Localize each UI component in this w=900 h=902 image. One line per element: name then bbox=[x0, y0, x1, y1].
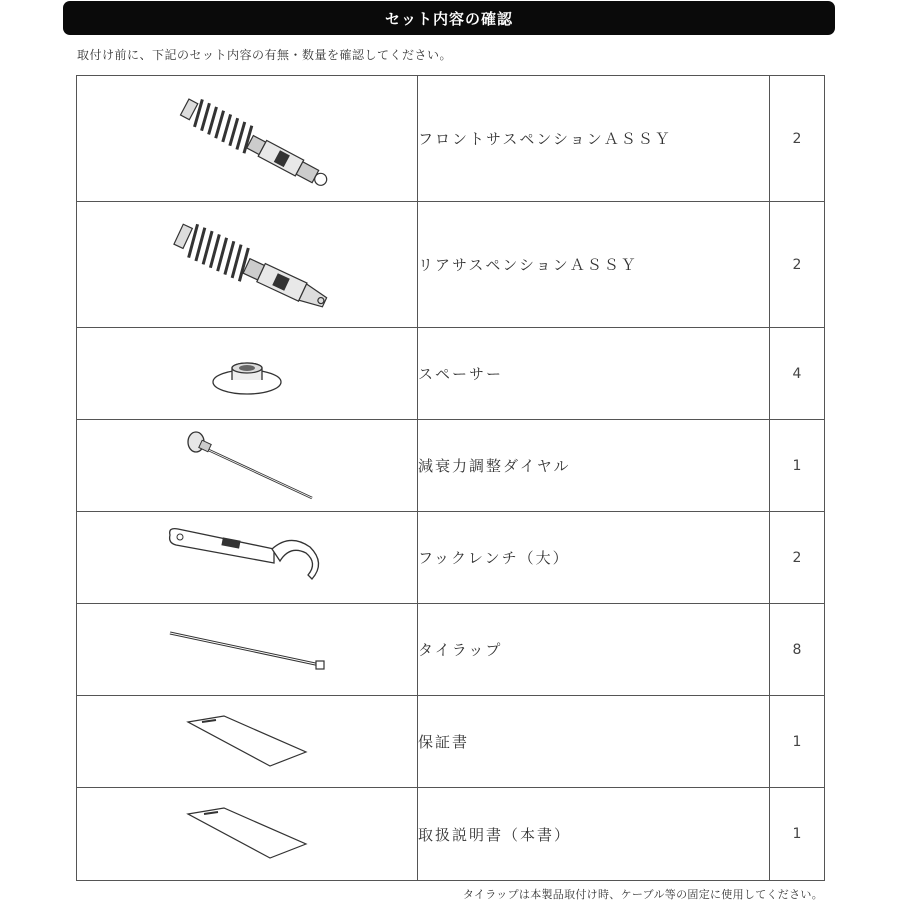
item-quantity: 1 bbox=[770, 696, 825, 788]
front-suspension-icon bbox=[147, 79, 347, 199]
hook-wrench-icon bbox=[162, 523, 332, 593]
item-quantity: 2 bbox=[770, 76, 825, 202]
section-title: セット内容の確認 bbox=[384, 9, 513, 28]
footnote: タイラップは本製品取付け時、ケーブル等の固定に使用してください。 bbox=[462, 888, 823, 901]
parts-table bbox=[76, 75, 825, 881]
item-quantity: 2 bbox=[770, 512, 825, 604]
item-name: フロントサスペンションＡＳＳＹ bbox=[418, 76, 770, 202]
item-quantity: 1 bbox=[770, 788, 825, 881]
item-name: 取扱説明書（本書） bbox=[418, 788, 770, 881]
table-row bbox=[77, 788, 825, 881]
table-row bbox=[77, 604, 825, 696]
table-row bbox=[77, 202, 825, 328]
table-row bbox=[77, 76, 825, 202]
item-quantity: 4 bbox=[770, 328, 825, 420]
item-name: スペーサー bbox=[418, 328, 770, 420]
section-title-bar bbox=[63, 1, 835, 35]
spacer-icon bbox=[202, 344, 292, 404]
rear-suspension-icon bbox=[147, 205, 347, 325]
table-row bbox=[77, 328, 825, 420]
table-row bbox=[77, 420, 825, 512]
warranty-card-icon bbox=[182, 712, 312, 772]
intro-text: 取付け前に、下記のセット内容の有無・数量を確認してください。 bbox=[77, 48, 453, 62]
item-name: リアサスペンションＡＳＳＹ bbox=[418, 202, 770, 328]
item-name: 減衰力調整ダイヤル bbox=[418, 420, 770, 512]
damping-dial-icon bbox=[172, 426, 322, 506]
item-quantity: 2 bbox=[770, 202, 825, 328]
table-row bbox=[77, 512, 825, 604]
cable-tie-icon bbox=[162, 625, 332, 675]
item-name: フックレンチ（大） bbox=[418, 512, 770, 604]
table-row bbox=[77, 696, 825, 788]
item-name: 保証書 bbox=[418, 696, 770, 788]
manual-icon bbox=[182, 804, 312, 864]
item-quantity: 1 bbox=[770, 420, 825, 512]
item-quantity: 8 bbox=[770, 604, 825, 696]
item-name: タイラップ bbox=[418, 604, 770, 696]
